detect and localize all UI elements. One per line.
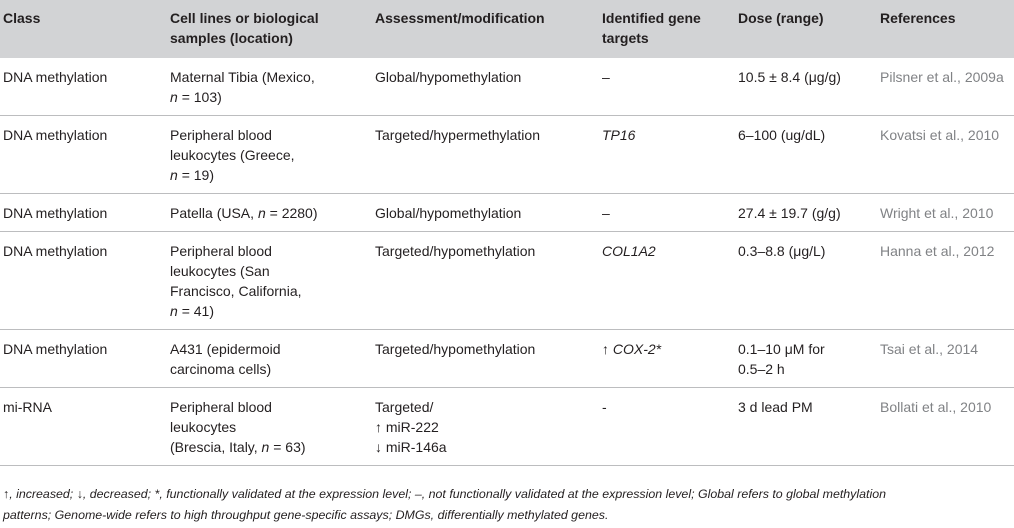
cell-assessment: Global/hypomethylation <box>369 58 596 116</box>
assessment-line: ↑ miR-222 <box>375 419 439 435</box>
sample-n: = 103) <box>181 89 222 105</box>
sample-line: carcinoma cells) <box>170 361 272 377</box>
cell-assessment: Targeted/hypermethylation <box>369 116 596 194</box>
cell-dose: 6–100 (ug/dL) <box>732 116 874 194</box>
assessment-line: Targeted/ <box>375 399 434 415</box>
dose-line: 0.5–2 h <box>738 361 785 377</box>
sample-n: = 63) <box>273 439 306 455</box>
table-row <box>0 58 1014 116</box>
cell-reference[interactable]: Pilsner et al., 2009a <box>874 58 1014 116</box>
sample-line: Maternal Tibia (Mexico, <box>170 69 315 85</box>
sample-line: Francisco, California, <box>170 283 302 299</box>
header-sample: Cell lines or biological samples (location) <box>170 10 319 46</box>
table-row <box>0 388 1014 466</box>
cell-class: DNA methylation <box>0 116 164 194</box>
sample-n: = 41) <box>181 303 214 319</box>
cell-reference[interactable]: Hanna et al., 2012 <box>874 232 1014 330</box>
cell-targets: - <box>596 388 732 466</box>
cell-dose: 27.4 ± 19.7 (g/g) <box>732 194 874 232</box>
sample-line: Patella (USA, <box>170 205 255 221</box>
header-targets: Identified gene targets <box>602 10 701 46</box>
cell-class: DNA methylation <box>0 194 164 232</box>
cell-sample <box>164 330 369 388</box>
cell-dose: 0.3–8.8 (μg/L) <box>732 232 874 330</box>
cell-dose: 10.5 ± 8.4 (μg/g) <box>732 58 874 116</box>
cell-class: DNA methylation <box>0 232 164 330</box>
cell-class: DNA methylation <box>0 330 164 388</box>
sample-line: leukocytes (Greece, <box>170 147 295 163</box>
table-row <box>0 232 1014 330</box>
cell-targets: – <box>596 58 732 116</box>
table-row <box>0 194 1014 232</box>
table-row <box>0 330 1014 388</box>
n-symbol: n <box>257 205 266 221</box>
cell-dose: 3 d lead PM <box>732 388 874 466</box>
cell-reference[interactable]: Tsai et al., 2014 <box>874 330 1014 388</box>
footnote-line: patterns; Genome-wide refers to high throughput gene-specific assays; DMGs, differentially methylated genes. <box>3 508 609 522</box>
assessment-line: ↓ miR-146a <box>375 439 447 455</box>
cell-assessment: Targeted/hypomethylation <box>369 330 596 388</box>
cell-sample <box>164 58 369 116</box>
cell-assessment: Global/hypomethylation <box>369 194 596 232</box>
sample-n: = 2280) <box>269 205 318 221</box>
sample-line: A431 (epidermoid <box>170 341 281 357</box>
n-symbol: n <box>170 167 178 183</box>
sample-line: (Brescia, Italy, <box>170 439 258 455</box>
target-gene: COX-2* <box>612 341 662 357</box>
cell-targets <box>596 330 732 388</box>
cell-sample <box>164 194 369 232</box>
cell-sample <box>164 388 369 466</box>
n-symbol: n <box>261 439 270 455</box>
sample-line: leukocytes <box>170 419 237 435</box>
header-references: References <box>880 10 956 26</box>
cell-assessment <box>369 388 596 466</box>
table-row <box>0 116 1014 194</box>
cell-sample <box>164 232 369 330</box>
cell-reference[interactable]: Kovatsi et al., 2010 <box>874 116 1014 194</box>
cell-reference[interactable]: Bollati et al., 2010 <box>874 388 1014 466</box>
header-dose: Dose (range) <box>738 10 824 26</box>
sample-line: Peripheral blood <box>170 399 272 415</box>
sample-line: Peripheral blood <box>170 127 272 143</box>
cell-class: mi-RNA <box>0 388 164 466</box>
cell-targets: – <box>596 194 732 232</box>
footnote-line: ↑, increased; ↓, decreased; *, functionally validated at the expression level; –, not functionally validated at the expression level; Global refers to global methylation <box>3 487 886 501</box>
sample-line: Peripheral blood <box>170 243 272 259</box>
header-assessment: Assessment/modification <box>375 10 545 26</box>
cell-sample <box>164 116 369 194</box>
header-row <box>0 0 1014 58</box>
header-class: Class <box>3 10 41 26</box>
up-arrow-icon: ↑ <box>602 341 609 357</box>
cell-targets: TP16 <box>596 116 732 194</box>
cell-reference[interactable]: Wright et al., 2010 <box>874 194 1014 232</box>
dose-line: 0.1–10 μM for <box>738 341 825 357</box>
table-footnote <box>3 484 1008 526</box>
sample-n: = 19) <box>181 167 214 183</box>
cell-dose <box>732 330 874 388</box>
n-symbol: n <box>170 303 178 319</box>
cell-assessment: Targeted/hypomethylation <box>369 232 596 330</box>
sample-line: leukocytes (San <box>170 263 270 279</box>
cell-class: DNA methylation <box>0 58 164 116</box>
cell-targets: COL1A2 <box>596 232 732 330</box>
n-symbol: n <box>170 89 178 105</box>
